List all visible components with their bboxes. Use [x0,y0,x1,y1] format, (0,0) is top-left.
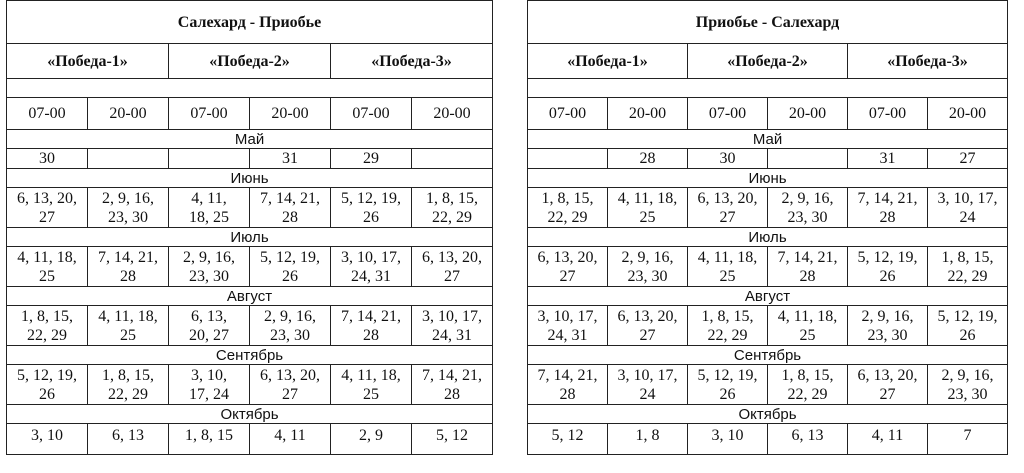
sailing-dates-cell [528,424,608,455]
sailing-dates: 7, 14, 21, 28 [98,248,158,285]
month-row [528,287,1008,306]
sailing-dates-cell [848,188,928,228]
dates-row [528,306,1008,346]
sailing-dates-cell [250,247,331,287]
sailing-dates-cell [7,365,88,405]
dates-row [528,247,1008,287]
sailing-dates: 6, 13, 20, 27 [857,366,918,403]
sailing-dates: 2, 9, 16, 23, 30 [861,307,914,344]
dates-row [7,306,493,346]
month-name: Июнь [528,169,1008,188]
sailing-dates: 4, 11, 18, 25 [341,366,401,403]
sailing-dates-cell [7,247,88,287]
sailing-dates-cell [331,306,412,346]
sailing-dates: 5, 12, 19, 26 [697,366,758,403]
spacer-row [7,79,493,98]
route-title: Приобье - Салехард [528,1,1008,44]
sailing-dates-cell [169,247,250,287]
sailing-dates: 7, 14, 21, 28 [857,189,918,226]
dates-row [7,247,493,287]
sailing-dates-cell [928,247,1008,287]
month-name: Сентябрь [7,346,493,365]
month-row [7,346,493,365]
sailing-dates-cell [688,424,768,455]
sailing-dates-cell [768,365,848,405]
departure-time: 07-00 [688,98,768,130]
sailing-dates-cell [848,247,928,287]
sailing-dates: 1, 8 [635,427,660,444]
sailing-dates: 5, 12, 19, 26 [17,366,77,403]
sailing-dates: 5, 12 [551,427,584,444]
sailing-dates-cell [848,424,928,455]
sailing-dates: 4, 11, 18, 25 [17,248,77,285]
sailing-dates: 4, 11, 18, 25 [617,189,678,226]
sailing-dates: 4, 11, 18, 25 [98,307,158,344]
sailing-dates-cell [608,247,688,287]
sailing-dates-cell [412,306,493,346]
sailing-dates-cell [608,188,688,228]
vessel-name: «Победа-2» [169,44,331,79]
sailing-dates: 2, 9 [359,427,383,444]
sailing-dates: 3, 10, 17, 24 [189,366,229,403]
sailing-dates: 6, 13, 20, 27 [617,307,678,344]
sailing-dates: 7, 14, 21, 28 [260,189,320,226]
sailing-dates-cell [88,424,169,455]
sailing-dates-cell [88,365,169,405]
dates-row [7,149,493,169]
sailing-dates-cell [928,149,1008,169]
sailing-dates-cell [688,365,768,405]
sailing-dates-cell [928,188,1008,228]
month-row [528,405,1008,424]
sailing-dates: 1, 8, 15, 22, 29 [102,366,154,403]
dates-row [7,188,493,228]
departure-time: 20-00 [412,98,493,130]
sailing-dates: 4, 11 [871,427,904,444]
sailing-dates-cell [331,149,412,169]
sailing-dates: 3, 10, 17, 24, 31 [341,248,401,285]
sailing-dates: 5, 12, 19, 26 [341,189,401,226]
departure-times-row [528,98,1008,130]
departure-time: 20-00 [88,98,169,130]
month-name: Июль [528,228,1008,247]
sailing-dates-cell [608,149,688,169]
sailing-dates: 3, 10, 17, 24 [617,366,678,403]
sailing-dates-cell [169,149,250,169]
sailing-dates-cell [331,424,412,455]
sailing-dates-cell [88,247,169,287]
sailing-dates: 1, 8, 15, 22, 29 [426,189,478,226]
sailing-dates-cell [250,365,331,405]
sailing-dates: 27 [959,150,976,167]
sailing-dates-cell [528,306,608,346]
departure-time: 07-00 [169,98,250,130]
departure-times-row [7,98,493,130]
dates-row [7,424,493,455]
sailing-dates: 2, 9, 16, 23, 30 [264,307,316,344]
departure-time: 20-00 [928,98,1008,130]
sailing-dates: 6, 13, 20, 27 [260,366,320,403]
month-name: Июнь [7,169,493,188]
schedule-table-salekhard-priobye [6,0,493,455]
sailing-dates: 6, 13, 20, 27 [17,189,77,226]
month-name: Август [7,287,493,306]
sailing-dates-cell [331,247,412,287]
sailing-dates-cell [412,247,493,287]
month-row [528,130,1008,149]
spacer-cell [528,79,1008,98]
sailing-dates: 2, 9, 16, 23, 30 [621,248,674,285]
sailing-dates-cell [7,306,88,346]
schedule-table-priobye-salekhard [527,0,1008,455]
sailing-dates: 7, 14, 21, 28 [777,248,838,285]
vessel-header-row [7,44,493,79]
sailing-dates: 28 [639,150,656,167]
vessel-header-row [528,44,1008,79]
sailing-dates: 6, 13, 20, 27 [537,248,598,285]
dates-row [528,424,1008,455]
sailing-dates-cell [848,306,928,346]
month-row [7,287,493,306]
vessel-name: «Победа-2» [688,44,848,79]
sailing-dates-cell [528,149,608,169]
vessel-name: «Победа-3» [331,44,493,79]
sailing-dates-cell [88,188,169,228]
sailing-dates: 3, 10, 17, 24 [937,189,998,226]
sailing-dates-cell [848,149,928,169]
sailing-dates: 3, 10 [31,427,63,444]
spacer-cell [7,79,493,98]
vessel-name: «Победа-1» [7,44,169,79]
month-name: Сентябрь [528,346,1008,365]
sailing-dates-cell [7,188,88,228]
sailing-dates: 5, 12 [436,427,468,444]
sailing-dates: 6, 13, 20, 27 [189,307,229,344]
sailing-dates: 4, 11, 18, 25 [697,248,758,285]
sailing-dates-cell [528,188,608,228]
sailing-dates: 6, 13, 20, 27 [697,189,758,226]
sailing-dates-cell [928,306,1008,346]
month-row [528,228,1008,247]
month-row [528,346,1008,365]
sailing-dates: 2, 9, 16, 23, 30 [102,189,154,226]
dates-row [528,149,1008,169]
sailing-dates-cell [608,424,688,455]
sailing-dates-cell [528,247,608,287]
sailing-dates-cell [688,188,768,228]
sailing-dates-cell [608,306,688,346]
sailing-dates: 1, 8, 15, 22, 29 [941,248,994,285]
sailing-dates: 31 [879,150,896,167]
sailing-dates-cell [928,365,1008,405]
sailing-dates: 5, 12, 19, 26 [937,307,998,344]
route-title: Салехард - Приобье [7,1,493,44]
sailing-dates: 7, 14, 21, 28 [537,366,598,403]
sailing-dates-cell [768,247,848,287]
sailing-dates-cell [169,365,250,405]
sailing-dates-cell [848,365,928,405]
sailing-dates: 7 [963,427,972,444]
departure-time: 07-00 [331,98,412,130]
month-name: Август [528,287,1008,306]
sailing-dates: 3, 10, 17, 24, 31 [422,307,482,344]
vessel-name: «Победа-3» [848,44,1008,79]
sailing-dates: 31 [282,150,298,167]
sailing-dates-cell [7,424,88,455]
table-title-row [528,1,1008,44]
sailing-dates: 6, 13, 20, 27 [422,248,482,285]
dates-row [7,365,493,405]
sailing-dates: 7, 14, 21, 28 [341,307,401,344]
sailing-dates-cell [688,149,768,169]
sailing-dates-cell [768,424,848,455]
sailing-dates-cell [688,306,768,346]
sailing-dates-cell [412,188,493,228]
month-row [7,169,493,188]
month-name: Май [7,130,493,149]
sailing-dates-cell [412,365,493,405]
sailing-dates-cell [768,188,848,228]
table-title-row [7,1,493,44]
sailing-dates: 6, 13 [791,427,824,444]
sailing-dates-cell [331,188,412,228]
sailing-dates: 6, 13 [112,427,144,444]
dates-row [528,365,1008,405]
dates-row [528,188,1008,228]
sailing-dates-cell [250,424,331,455]
sailing-dates-cell [412,424,493,455]
sailing-dates-cell [608,365,688,405]
sailing-dates: 4, 11 [274,427,306,444]
departure-time: 07-00 [7,98,88,130]
vessel-name: «Победа-1» [528,44,688,79]
sailing-dates-cell [169,306,250,346]
sailing-dates-cell [169,424,250,455]
sailing-dates-cell [768,149,848,169]
sailing-dates: 7, 14, 21, 28 [422,366,482,403]
departure-time: 20-00 [250,98,331,130]
sailing-dates-cell [688,247,768,287]
month-row [7,228,493,247]
sailing-dates-cell [250,306,331,346]
month-name: Октябрь [7,405,493,424]
sailing-dates: 1, 8, 15, 22, 29 [21,307,73,344]
departure-time: 07-00 [528,98,608,130]
month-row [7,405,493,424]
month-name: Май [528,130,1008,149]
sailing-dates-cell [928,424,1008,455]
sailing-dates: 4, 11, 18, 25 [189,189,229,226]
spacer-row [528,79,1008,98]
sailing-dates: 1, 8, 15 [185,427,233,444]
sailing-dates: 5, 12, 19, 26 [857,248,918,285]
sailing-dates-cell [7,149,88,169]
sailing-dates: 1, 8, 15, 22, 29 [781,366,834,403]
sailing-dates-cell [250,188,331,228]
month-name: Октябрь [528,405,1008,424]
sailing-dates: 1, 8, 15, 22, 29 [701,307,754,344]
month-name: Июль [7,228,493,247]
sailing-dates: 30 [39,150,55,167]
sailing-dates: 3, 10 [711,427,744,444]
sailing-dates: 3, 10, 17, 24, 31 [537,307,598,344]
sailing-dates: 1, 8, 15, 22, 29 [541,189,594,226]
sailing-dates: 30 [719,150,736,167]
month-row [7,130,493,149]
departure-time: 07-00 [848,98,928,130]
sailing-dates-cell [169,188,250,228]
sailing-dates: 2, 9, 16, 23, 30 [781,189,834,226]
sailing-dates-cell [412,149,493,169]
sailing-dates: 29 [363,150,379,167]
sailing-dates-cell [331,365,412,405]
sailing-dates-cell [528,365,608,405]
sailing-dates-cell [250,149,331,169]
sailing-dates: 5, 12, 19, 26 [260,248,320,285]
month-row [528,169,1008,188]
sailing-dates: 2, 9, 16, 23, 30 [183,248,235,285]
sailing-dates-cell [88,306,169,346]
sailing-dates: 4, 11, 18, 25 [777,307,838,344]
departure-time: 20-00 [608,98,688,130]
sailing-dates-cell [88,149,169,169]
departure-time: 20-00 [768,98,848,130]
sailing-dates: 2, 9, 16, 23, 30 [941,366,994,403]
sailing-dates-cell [768,306,848,346]
